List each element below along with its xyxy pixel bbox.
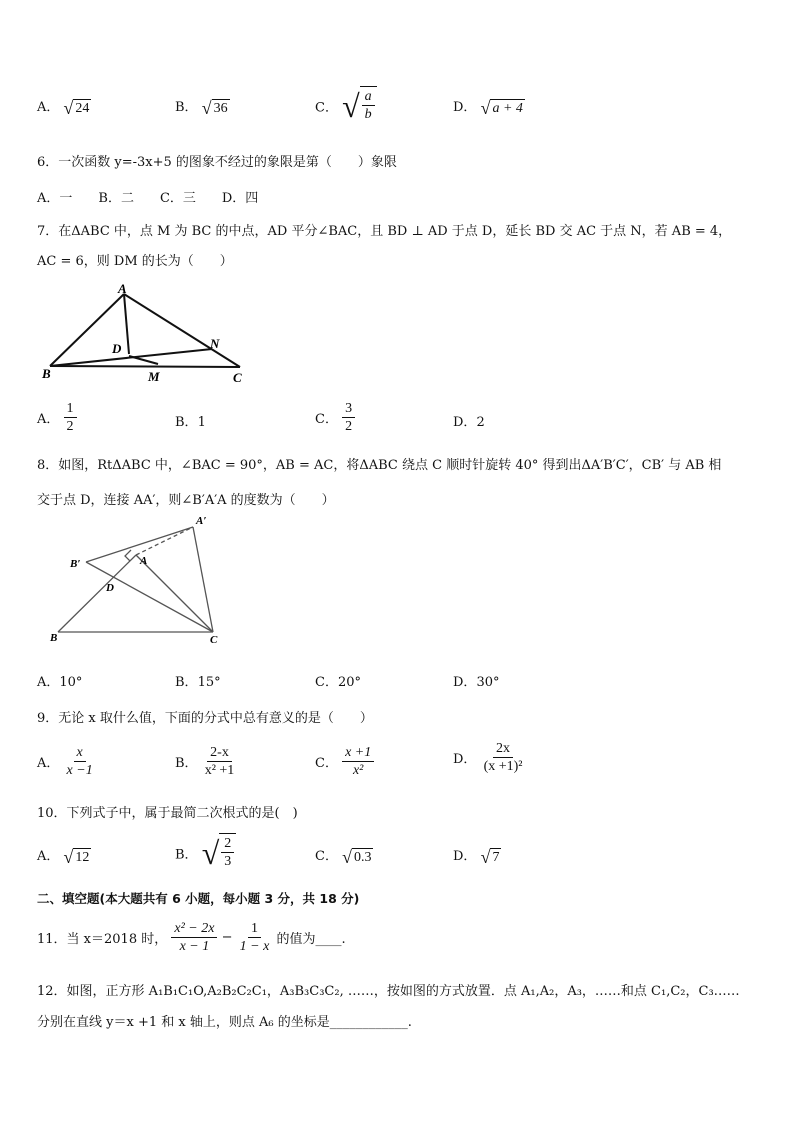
q8-label-b: B xyxy=(50,632,58,644)
q7-label-m: M xyxy=(148,369,160,384)
q8-side-a1c xyxy=(193,527,213,632)
q5-option-d: D． √ a + 4 xyxy=(453,97,523,118)
q12-question-line1: 12．如图，正方形 A₁B₁C₁O,A₂B₂C₂C₁，A₃B₃C₃C₂, ……，按如图的方式放置．点 A₁,A₂，A₃，……和点 C₁,C₂，C₃…… xyxy=(37,984,740,999)
q10-option-d: D． √ 7 xyxy=(453,846,500,867)
q8-label-a-prime: A′ xyxy=(196,515,207,527)
q8-option-c: C．20° xyxy=(315,675,361,690)
q8-side-b1c xyxy=(86,562,213,632)
q7-option-c: C． $\frac{3}{2}$ xyxy=(315,400,355,435)
q7-segment-ad xyxy=(124,294,129,354)
q8-question-line1: 8．如图，RtΔABC 中，∠BAC = 90°，AB = AC，将ΔABC 绕点 C 顺时针旋转 40° 得到出ΔA′B′C′，CB′ 与 AB 相 xyxy=(37,458,722,473)
q5-option-b: B． √ 36 xyxy=(175,97,228,118)
q7-option-a: A． $\frac{1}{2}$ xyxy=(37,400,77,435)
q6-options: A．一 B．二 C．三 D．四 xyxy=(37,191,259,206)
q9-question: 9．无论 x 取什么值，下面的分式中总有意义的是（ ） xyxy=(37,711,373,726)
q8-label-c: C xyxy=(210,634,218,646)
q8-option-d: D．30° xyxy=(453,675,500,690)
q8-right-angle-mark xyxy=(125,550,131,561)
q10-question: 10．下列式子中，属于最简二次根式的是( ) xyxy=(37,806,298,821)
q10-option-b: B． √ $\frac{2}{3}$ xyxy=(175,833,236,873)
q8-option-b: B．15° xyxy=(175,675,221,690)
q7-segment-dm xyxy=(129,356,158,364)
q8-label-a: A xyxy=(140,555,148,567)
q7-label-n: N xyxy=(210,336,220,351)
q9-option-c: C． $\frac{x +1}{\text{x²}}$ xyxy=(315,744,374,779)
q9-option-d: D． $\frac{2x}{\text{(x +1)²}}$ xyxy=(453,741,523,774)
q7-figure xyxy=(40,280,255,388)
q8-label-d: D xyxy=(106,582,114,594)
q8-label-b-prime: B′ xyxy=(70,558,81,570)
q8-side-ac xyxy=(136,555,213,632)
q10-option-c: C． √ 0.3 xyxy=(315,846,372,867)
q7-option-d: D．2 xyxy=(453,415,485,430)
q8-figure xyxy=(48,512,228,646)
q7-label-d: D xyxy=(112,341,122,356)
q10-option-a: A． √ 12 xyxy=(37,846,90,867)
q8-segment-aa1 xyxy=(136,527,193,555)
q9-option-a: A． $\frac{x}{x -1}$ xyxy=(37,745,93,778)
q12-question-line2: 分别在直线 y＝x +1 和 x 轴上，则点 A₆ 的坐标是____________. xyxy=(37,1015,412,1030)
q7-label-a: A xyxy=(118,281,127,296)
q5-option-c: C． √ $\frac{a}{b}$ xyxy=(315,86,377,126)
q6-question: 6．一次函数 y=-3x+5 的图象不经过的象限是第（ ）象限 xyxy=(37,155,397,170)
q7-side-bc xyxy=(50,366,240,367)
q7-option-b: B．1 xyxy=(175,415,206,430)
q8-question-line2: 交于点 D，连接 AA′，则∠B′A′A 的度数为（ ） xyxy=(37,493,335,508)
q7-question-line1: 7．在ΔABC 中，点 M 为 BC 的中点，AD 平分∠BAC，且 BD ⊥ AD 于点 D，延长 BD 交 AC 于点 N，若 AB = 4， xyxy=(37,224,732,239)
q7-label-c: C xyxy=(233,370,242,385)
q8-option-a: A．10° xyxy=(37,675,83,690)
q5-option-a: A． √ 24 xyxy=(37,97,90,118)
q7-question-line2: AC = 6，则 DM 的长为（ ） xyxy=(37,254,233,269)
section-2-title: 二、填空题(本大题共有 6 小题，每小题 3 分，共 18 分) xyxy=(37,891,360,906)
q9-option-b: B． $\frac{2-x}{\text{x² +1}}$ xyxy=(175,745,235,778)
q11-question: 11．当 x＝2018 时， $\frac{\text{x² − 2x}}{x - 1}$ − $\frac{1}{1 - x}$ 的值为____. xyxy=(37,921,346,954)
q7-label-b: B xyxy=(42,366,51,381)
